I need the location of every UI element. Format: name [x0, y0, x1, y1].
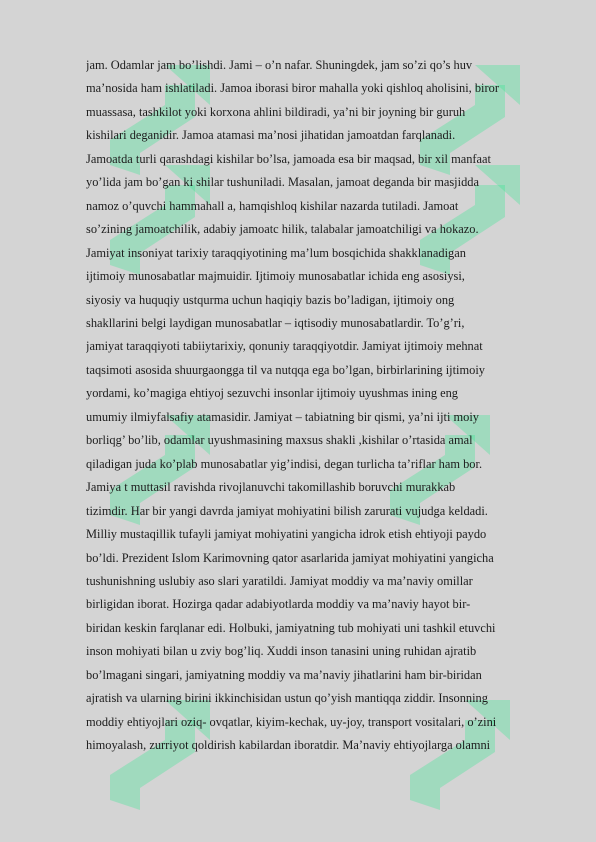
text-line: moddiy ehtiyojlari oziq- ovqatlar, kiyim-kechak, uy-joy, transport vositalari, o’zini: [86, 714, 497, 729]
text-line: himoyalash, zurriyot qoldirish kabilardan iboratdir. Ma’naviy ehtiyojlarga olamni: [86, 738, 491, 753]
text-line: Jamiya t muttasil ravishda rivojlanuvchi takomillashib boruvchi murakkab: [86, 480, 456, 495]
text-line: ma’nosida ham ishlatiladi. Jamoa iborasi biror mahalla yoki qishloq aholisini, biror: [86, 81, 499, 96]
text-line: Jamiyat insoniyat tarixiy taraqqiyotining ma’lum bosqichida shakklanadigan: [86, 245, 466, 260]
text-line: Jamoatda turli qarashdagi kishilar bo’lsa, jamoada esa bir maqsad, bir xil manfaat: [86, 151, 491, 166]
document-body: [86, 54, 554, 758]
text-line: borliqg’ bo’lib, odamlar uyushmasining maxsus shakli ,kishilar o’rtasida amal: [86, 433, 473, 448]
text-line: yo’lida jam bo’gan ki shilar tushuniladi. Masalan, jamoat deganda bir masjidda: [86, 175, 479, 190]
text-line: taqsimoti asosida shuurgaongga til va nutqqa ega bo’lgan, birbirlarining ijtimoiy: [86, 362, 485, 377]
text-line: ijtimoiy munosabatlar majmuidir. Ijtimoiy munosabatlar ichida eng asosiysi,: [86, 269, 465, 284]
text-line: siyosiy va huquqiy ustqurma uchun haqiqiy bazis bo’ladigan, ijtimoiy ong: [86, 292, 455, 307]
text-line: Milliy mustaqillik tufayli jamiyat mohiyatini yangicha idrok etish ehtiyoji paydo: [86, 527, 487, 542]
text-line: namoz o’quvchi hammahall a, hamqishloq kishilar nazarda tutiladi. Jamoat: [86, 198, 459, 213]
text-line: shakllarini belgi laydigan munosabatlar – iqtisodiy munosabatlardir. To’g’ri,: [86, 315, 465, 330]
text-line: ajratish va ularning birini ikkinchisidan ustun qo’yish mantiqqa ziddir. Insonning: [86, 691, 488, 706]
text-line: jam. Odamlar jam bo’lishdi. Jami – o’n nafar. Shuningdek, jam so’zi qo’s huv: [86, 58, 473, 72]
text-line: muassasa, tashkilot yoki korxona ahlini bildiradi, ya’ni bir joyning bir guruh: [86, 104, 466, 119]
text-line: qiladigan juda ko’plab munosabatlar yig’indisi, degan turlicha ta’riflar ham bor.: [86, 456, 483, 471]
text-line: birligidan iborat. Hozirga qadar adabiyotlarda moddiy va ma’naviy hayot bir-: [86, 597, 471, 612]
text-line: kishilari deganidir. Jamoa atamasi ma’nosi jihatidan jamoatdan farqlanadi.: [86, 128, 456, 143]
text-line: jamiyat taraqqiyoti tabiiytarixiy, qonuniy taraqqiyotdir. Jamiyat ijtimoiy mehnat: [86, 339, 483, 354]
text-line: inson mohiyati bilan u zviy bog’liq. Xuddi inson tanasini uning ruhidan ajratib: [86, 644, 477, 659]
text-line: biridan keskin farqlanar edi. Holbuki, jamiyatning tub mohiyati uni tashkil etuvchi: [86, 620, 496, 635]
text-line: so’zining jamoatchilik, adabiy jamoatc hilik, talabalar jamoatchiligi va hokazo.: [86, 222, 479, 237]
text-line: tushunishning uslubiy aso slari yaratildi. Jamiyat moddiy va ma’naviy omillar: [86, 573, 473, 588]
text-line: umumiy ilmiyfalsafiy atamasidir. Jamiyat – tabiatning bir qismi, ya’ni ijti moiy: [86, 409, 480, 424]
text-line: bo’ldi. Prezident Islom Karimovning qator asarlarida jamiyat mohiyatini yangicha: [86, 550, 494, 565]
text-line: yordami, ko’magiga ehtiyoj sezuvchi insonlar ijtimoiy uyushmas ining eng: [86, 386, 459, 401]
text-line: tizimdir. Har bir yangi davrda jamiyat mohiyatini bilish zarurati vujudga keldadi.: [86, 503, 488, 518]
text-line: bo’lmagani singari, jamiyatning moddiy va ma’naviy jihatlarini ham bir-biridan: [86, 667, 482, 682]
